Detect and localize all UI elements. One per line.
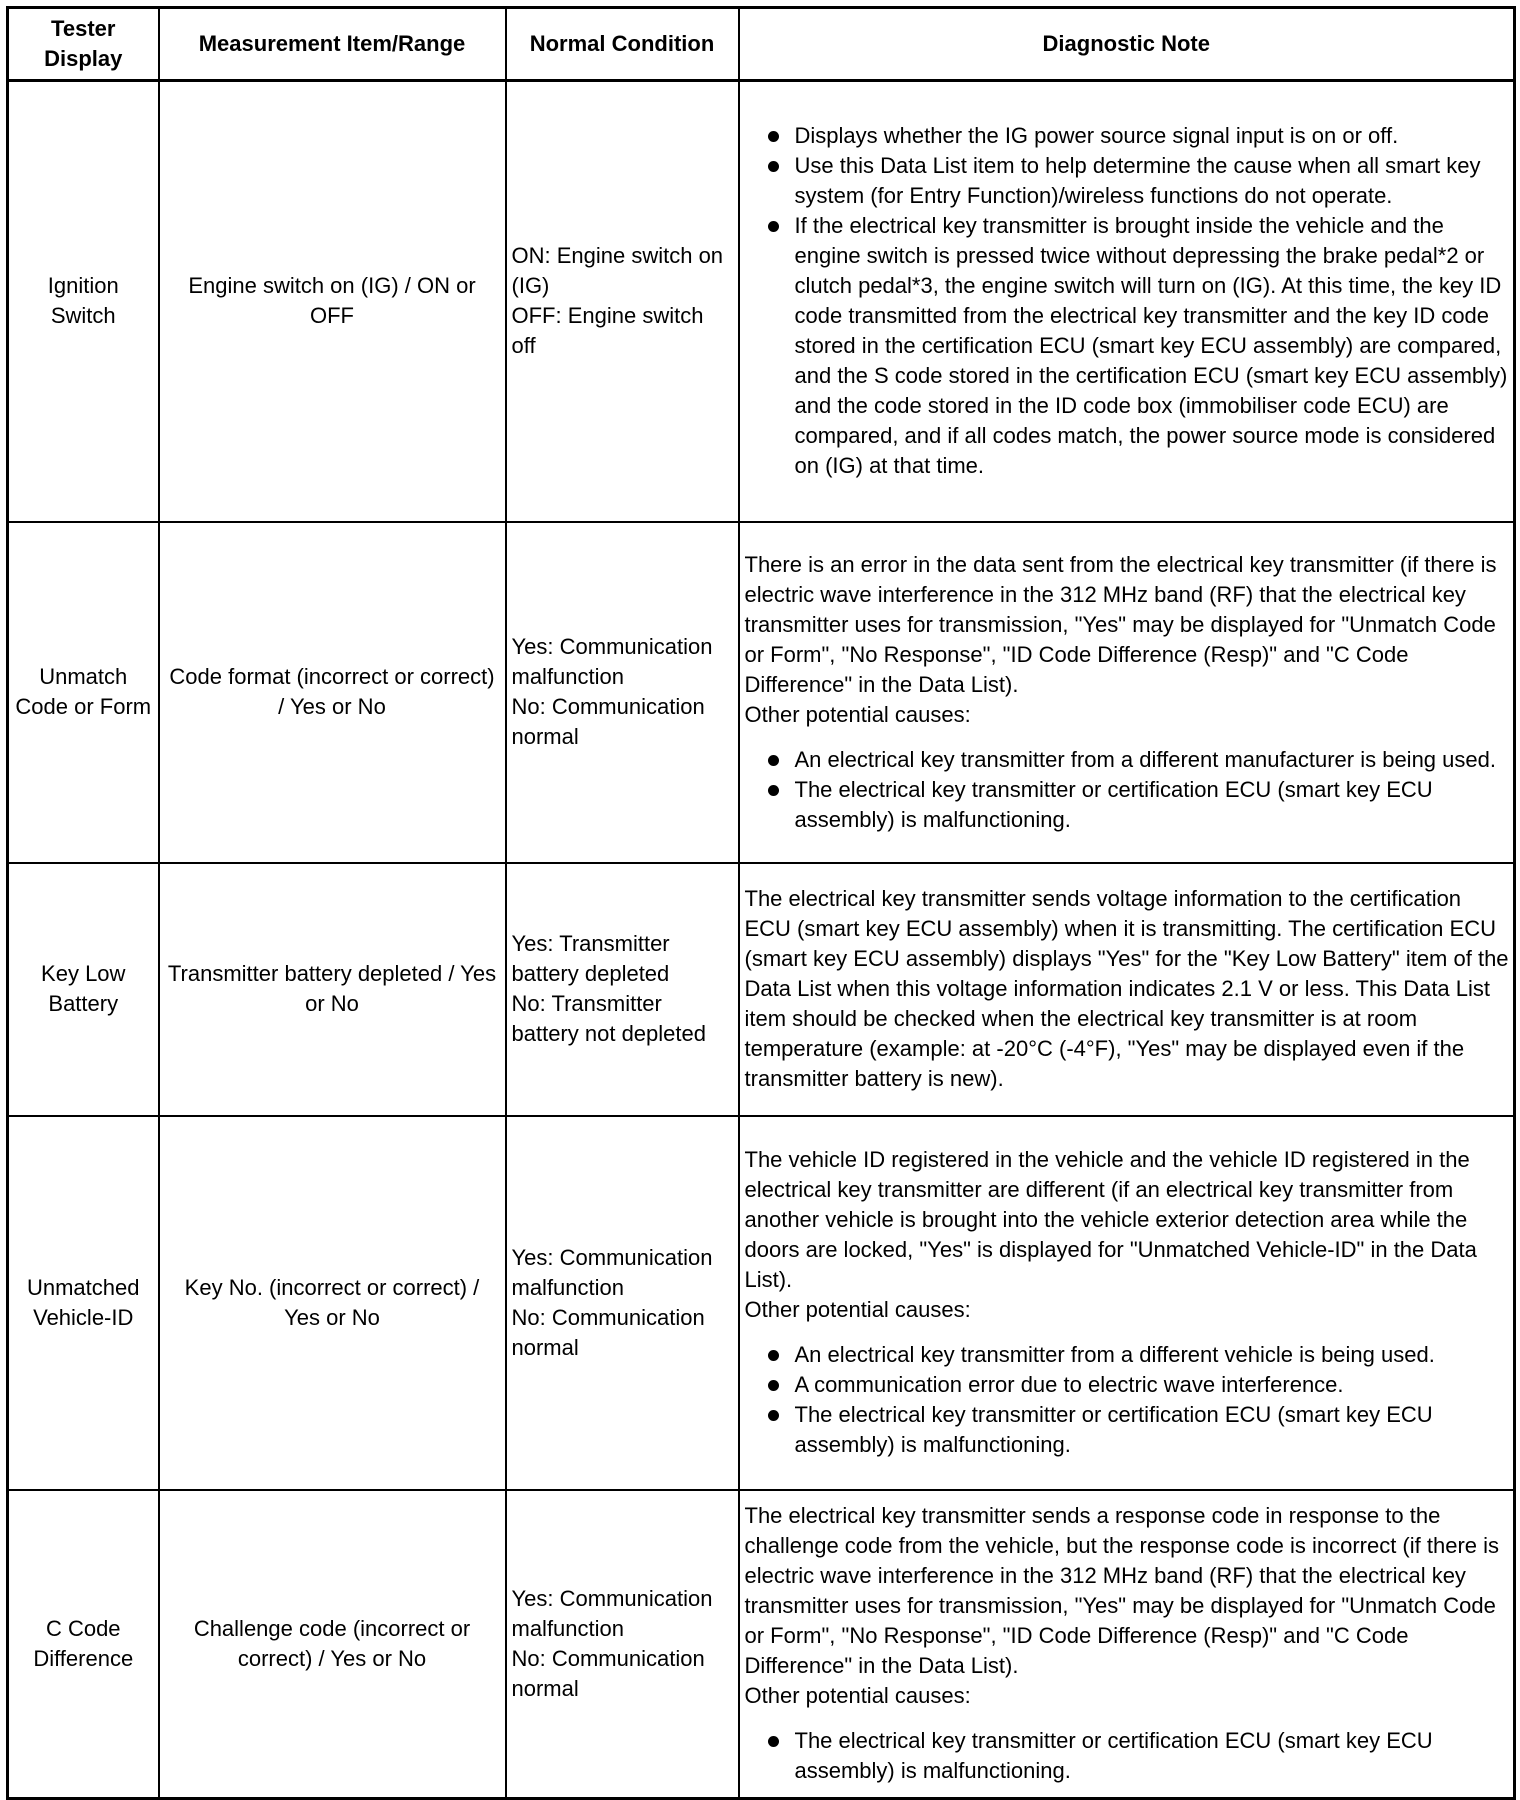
tester-display-cell: Unmatched Vehicle-ID [8,1116,159,1490]
table-row [8,1490,1515,1799]
table-row [8,863,1515,1116]
note-bullet-item [745,1400,1510,1460]
note-paragraph: The vehicle ID registered in the vehicle and the vehicle ID registered in the electrical key transmitter are different (if an electrical key transmitter from another vehicle is brought into the vehicle exterior detection area while the doors are locked, "Yes" is displayed for "Unmatched Vehicle-ID" in the Data List). [744,1147,1477,1292]
bullet-icon [768,221,779,232]
note-bullet-list [745,745,1510,835]
bullet-text: Use this Data List item to help determine the cause when all smart key system (for Entry Function)/wireless functions do not operate. [794,153,1481,209]
note-paragraph: Other potential causes: [744,701,971,727]
tester-display-cell: Ignition Switch [8,81,159,522]
bullet-text: The electrical key transmitter or certification ECU (smart key ECU assembly) is malfunctioning. [794,1728,1433,1784]
normal-condition-cell: Yes: Transmitter battery depleted No: Transmitter battery not depleted [506,863,739,1116]
bullet-text: An electrical key transmitter from a different vehicle is being used. [794,1342,1435,1367]
bullet-icon [768,1380,779,1391]
measurement-item-cell: Key No. (incorrect or correct) / Yes or No [159,1116,506,1490]
bullet-icon [768,1350,779,1361]
bullet-icon [768,755,779,766]
note-paragraph: The electrical key transmitter sends voltage information to the certification ECU (smart key ECU assembly) when it is transmitting. The certification ECU (smart key ECU assembly) displays "Yes" for the "Key Low Battery" item of the Data List when this voltage information indicates 2.1 V or less. This Data List item should be checked when the electrical key transmitter is at room temperature (example: at -20°C (-4°F), "Yes" may be displayed even if the transmitter battery is new). [744,886,1509,1091]
bullet-text: The electrical key transmitter or certification ECU (smart key ECU assembly) is malfunctioning. [794,776,1433,832]
note-bullet-item [745,775,1510,835]
normal-condition-cell: Yes: Communication malfunction No: Communication normal [506,1116,739,1490]
note-bullet-list [745,1340,1510,1460]
note-bullet-item [745,121,1510,151]
tester-display-cell: C Code Difference [8,1490,159,1799]
note-paragraph: Other potential causes: [744,1683,971,1709]
note-bullet-item [745,745,1510,775]
header-tester-display: Tester Display [8,8,159,81]
bullet-text: An electrical key transmitter from a different manufacturer is being used. [794,746,1496,772]
bullet-icon [768,131,779,142]
diagnostic-note-cell [739,1116,1515,1490]
normal-condition-cell: ON: Engine switch on (IG) OFF: Engine switch off [506,81,739,522]
note-paragraph: There is an error in the data sent from the electrical key transmitter (if there is electric wave interference in the 312 MHz band (RF) that the electrical key transmitter uses for transmission, "Yes" may be displayed for "Unmatch Code or Form", "No Response", "ID Code Difference (Resp)" and "C Code Difference" in the Data List). [744,551,1497,697]
diagnostic-note-cell [739,863,1515,1116]
bullet-icon [768,785,779,796]
measurement-item-cell: Transmitter battery depleted / Yes or No [159,863,506,1116]
tester-display-cell: Key Low Battery [8,863,159,1116]
table-row [8,522,1515,863]
bullet-text: A communication error due to electric wave interference. [794,1372,1344,1397]
header-diagnostic-note: Diagnostic Note [739,8,1515,81]
note-bullet-item [745,1726,1510,1786]
data-list-table [6,6,1516,1800]
table-row [8,81,1515,522]
note-bullet-item [745,1340,1510,1370]
bullet-icon [768,161,779,172]
measurement-item-cell: Engine switch on (IG) / ON or OFF [159,81,506,522]
header-measurement-item: Measurement Item/Range [159,8,506,81]
bullet-text: The electrical key transmitter or certification ECU (smart key ECU assembly) is malfunctioning. [794,1402,1433,1457]
header-normal-condition: Normal Condition [506,8,739,81]
bullet-icon [768,1410,779,1421]
diagnostic-note-cell [739,81,1515,522]
normal-condition-cell: Yes: Communication malfunction No: Communication normal [506,1490,739,1799]
bullet-text: If the electrical key transmitter is brought inside the vehicle and the engine switch is pressed twice without depressing the brake pedal*2 or clutch pedal*3, the engine switch will turn on (IG). At this time, the key ID code transmitted from the electrical key transmitter and the key ID code stored in the certification ECU (smart key ECU assembly) are compared, and the S code stored in the certification ECU (smart key ECU assembly) and the code stored in the ID code box (immobiliser code ECU) are compared, and if all codes match, the power source mode is considered on (IG) at that time. [794,213,1508,479]
header-row [8,8,1515,81]
note-bullet-item [745,1370,1510,1400]
note-bullet-list [745,1726,1510,1786]
measurement-item-cell: Code format (incorrect or correct) / Yes or No [159,522,506,863]
note-bullet-list [745,121,1510,481]
measurement-item-cell: Challenge code (incorrect or correct) / Yes or No [159,1490,506,1799]
note-paragraph: Other potential causes: [744,1297,971,1322]
diagnostic-note-cell [739,522,1515,863]
note-paragraph: The electrical key transmitter sends a response code in response to the challenge code from the vehicle, but the response code is incorrect (if there is electric wave interference in the 312 MHz band (RF) that the electrical key transmitter uses for transmission, "Yes" may be displayed for "Unmatch Code or Form", "No Response", "ID Code Difference (Resp)" and "C Code Difference" in the Data List). [744,1503,1500,1679]
note-bullet-item [745,151,1510,211]
table-row [8,1116,1515,1490]
note-bullet-item [745,211,1510,481]
normal-condition-cell: Yes: Communication malfunction No: Communication normal [506,522,739,863]
diagnostic-note-cell [739,1490,1515,1799]
bullet-text: Displays whether the IG power source signal input is on or off. [794,123,1399,149]
tester-display-cell: Unmatch Code or Form [8,522,159,863]
bullet-icon [768,1736,779,1747]
